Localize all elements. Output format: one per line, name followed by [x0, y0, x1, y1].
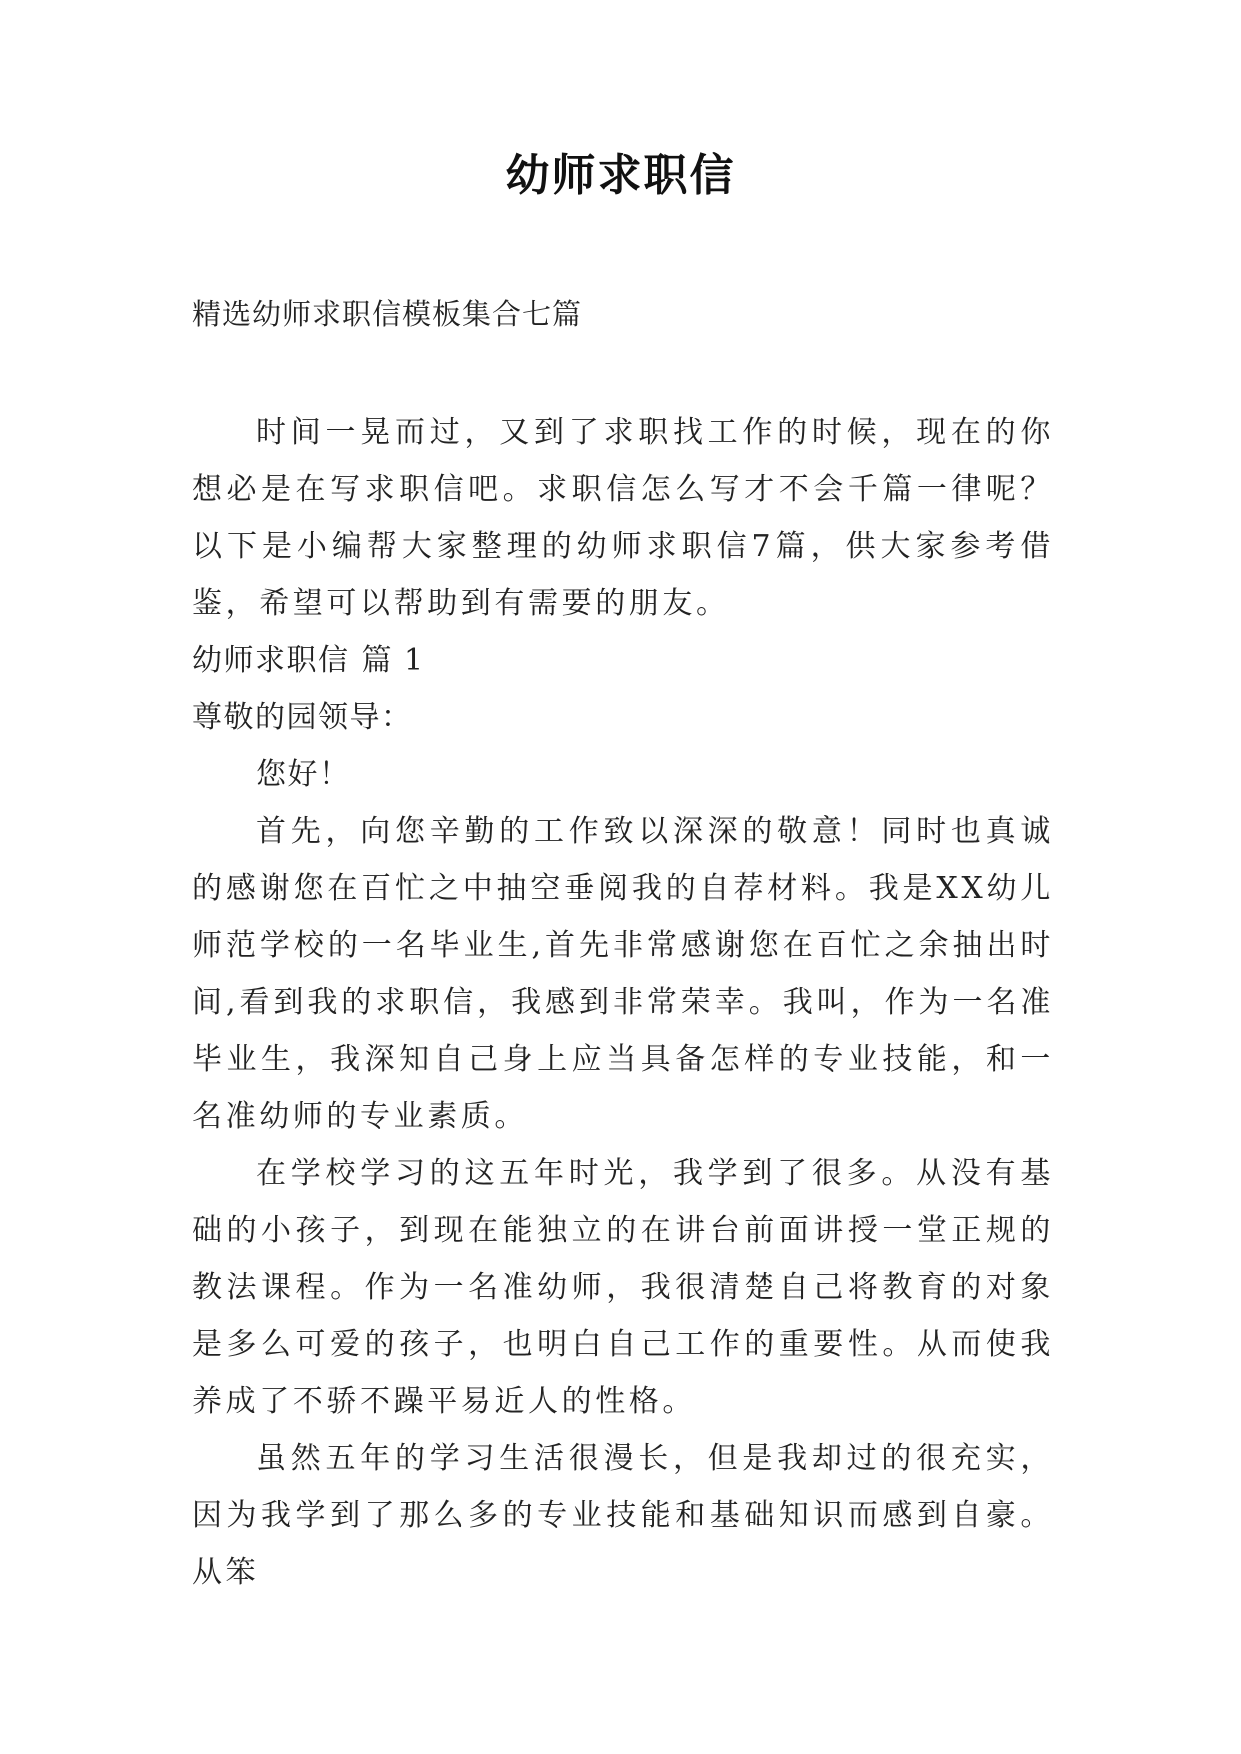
document-body — [192, 404, 1054, 1601]
intro-paragraph: 时间一晃而过，又到了求职找工作的时候，现在的你想必是在写求职信吧。求职信怎么写才不会千篇一律呢？以下是小编帮大家整理的幼师求职信7篇，供大家参考借鉴，希望可以帮助到有需要的朋友。 — [192, 415, 1054, 621]
body-paragraph: 首先，向您辛勤的工作致以深深的敬意！同时也真诚的感谢您在百忙之中抽空垂阅我的自荐材料。我是XX幼儿师范学校的一名毕业生,首先非常感谢您在百忙之余抽出时间,看到我的求职信，我感到非常荣幸。我叫，作为一名准毕业生，我深知自己身上应当具备怎样的专业技能，和一名准幼师的专业素质。 — [192, 814, 1054, 1134]
body-paragraph: 虽然五年的学习生活很漫长，但是我却过的很充实，因为我学到了那么多的专业技能和基础知识而感到自豪。从笨 — [192, 1441, 1054, 1590]
salutation: 尊敬的园领导： — [192, 700, 413, 735]
body-paragraph: 在学校学习的这五年时光，我学到了很多。从没有基础的小孩子，到现在能独立的在讲台前面讲授一堂正规的教法课程。作为一名准幼师，我很清楚自己将教育的对象是多么可爱的孩子，也明白自己工作的重要性。从而使我养成了不骄不躁平易近人的性格。 — [192, 1156, 1054, 1419]
section-heading-text: 幼师求职信 — [192, 643, 350, 678]
section-heading — [192, 632, 1054, 689]
document-subtitle: 精选幼师求职信模板集合七篇 — [192, 297, 583, 331]
greeting: 您好！ — [256, 757, 351, 792]
section-number: 篇 1 — [361, 643, 425, 678]
document-title: 幼师求职信 — [505, 150, 736, 201]
